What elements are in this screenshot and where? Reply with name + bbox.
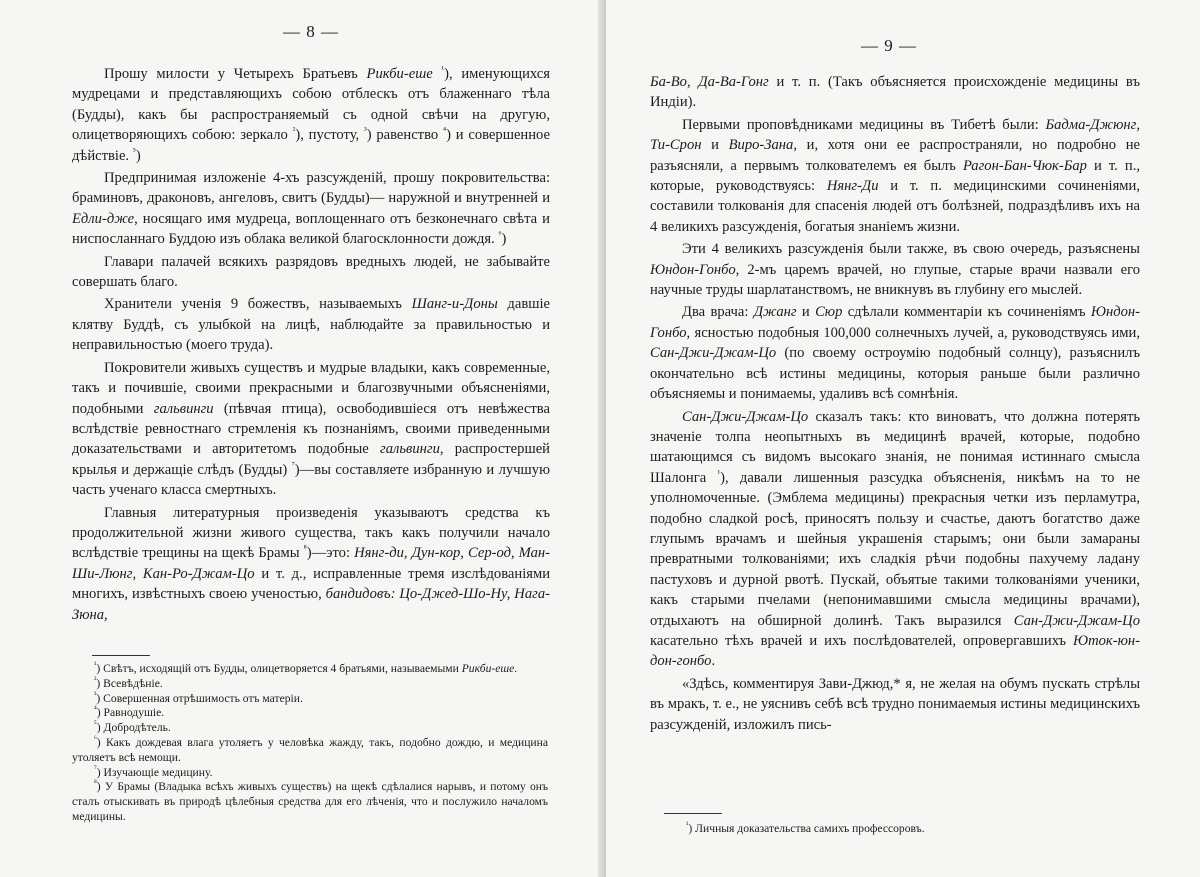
text-run: давшіе клятву Буддѣ, съ улыбкой на лицѣ, наблюдайте за правильностью и неправильностью (моего труда). xyxy=(72,296,550,354)
italic-term: Рикби-еше xyxy=(461,662,515,675)
italic-term: Виро-Зана xyxy=(728,137,794,154)
text-run: Первыми проповѣдниками медицины въ Тибетѣ были: xyxy=(682,116,1046,133)
text-run: , распростершей крылья и держащіе слѣдъ (Будды) xyxy=(72,441,550,478)
italic-term: гальвинги xyxy=(380,441,440,458)
paragraph xyxy=(650,407,1140,672)
footnote-ref: ³ xyxy=(94,689,97,699)
footnote-ref: ⁸ xyxy=(94,778,97,788)
text-run: ) Личныя доказательства самихъ профессоровъ. xyxy=(688,822,925,835)
text-run: «Здѣсь, комментируя Зави-Джюд,* я, не желая на обумъ пускать стрѣлы въ мракъ, т. е., не уяснивъ себѣ всѣ трудно понимаемыя истины медицинскихъ разсужденій, изложилъ пись- xyxy=(650,675,1140,733)
paragraph xyxy=(72,358,550,501)
footnote xyxy=(72,662,548,677)
text-run: ) Какъ дождевая влага утоляетъ у человѣка жажду, такъ, подобно дождю, и медицина утоляетъ всѣ немощи. xyxy=(72,735,548,764)
footnote-ref: ⁵ xyxy=(94,719,97,729)
text-run: Эти 4 великихъ разсужденія были также, въ свою очередь, разъяснены xyxy=(682,241,1140,258)
text-run: ) xyxy=(501,231,507,248)
footnote-ref: ⁴ xyxy=(94,704,97,714)
footnote xyxy=(72,689,548,707)
footnote-ref: ⁶ xyxy=(498,229,502,240)
paragraph xyxy=(72,252,550,293)
text-run: (по своему остроумію подобный солнцу), разъяснилъ окончательно всѣ истины медицины, которыя раньше были различно объясняемы и понимаемы, удаливъ всѣ сомнѣнія. xyxy=(650,345,1140,403)
italic-term: гальвинги xyxy=(153,400,214,417)
paragraph xyxy=(72,503,550,625)
italic-term: Джанг xyxy=(753,304,797,321)
text-run: Предпринимая изложеніе 4-хъ разсужденій, прошу покровительства: браминовъ, драконовъ, ангеловъ, свитъ (Будды)— наружной и внутренней и xyxy=(72,170,550,207)
paragraph xyxy=(650,115,1140,237)
footnote-divider xyxy=(92,655,150,656)
text-run: ) Всевѣдѣніе. xyxy=(96,676,163,690)
footnote xyxy=(72,736,548,766)
italic-term: Ба-Во, Да-Ва-Гонг xyxy=(650,74,769,90)
italic-term: Юндон-Гонбо xyxy=(650,261,736,278)
text-run: касательно тѣхъ врачей и ихъ послѣдователей, опровергавшихъ xyxy=(650,632,1074,649)
text-run: , и, хотя они ее распространяли, но подробно не разъясняли, а первымъ толкователемъ ея былъ xyxy=(650,137,1141,174)
text-run: , ясностью подобныя 100,000 солнечныхъ лучей, а, руководствуясь ими, xyxy=(686,324,1140,341)
text-run: , носящаго имя мудреца, воплощеннаго отъ безконечнаго свѣта и ниспосланнаго Буддою изъ облака великой благосклонности дождя. xyxy=(72,210,550,248)
italic-term: Шанг-и-Доны xyxy=(411,296,498,313)
italic-term: Нянг-ди, Дун-кор, Сер-од, Ман-Ши-Люнг, Кан-Ро-Джам-Цо xyxy=(72,545,551,582)
footnote-ref: ³ xyxy=(363,125,367,136)
footnote-ref: ⁴ xyxy=(442,125,447,136)
footnote-ref: ¹ xyxy=(717,467,721,478)
text-run: сдѣлали комментаріи къ сочиненіямъ xyxy=(842,304,1091,321)
italic-term: Нянг-Ди xyxy=(826,178,879,195)
text-run: (пѣвчая птица), освободившіеся отъ невѣжества вслѣдствіе ревностнаго стремленія къ познаніямъ, своими приведенными доказательствами и авторитетомъ подобные xyxy=(72,400,550,458)
text-run: ) У Брамы (Владыка всѣхъ живыхъ существъ) на щекѣ сдѣлалися нарывъ, и потому онъ сталъ отыскивать въ природѣ цѣлебныя средства для его лѣченія, что и послужило началомъ медицины. xyxy=(72,780,548,823)
text-run: и т. д., исправленные тремя изслѣдованіями многихъ, извѣстныхъ своею ученостью, xyxy=(72,565,551,603)
footnote xyxy=(72,780,548,824)
footnote-ref: ⁶ xyxy=(94,734,97,744)
text-run: Главари палачей всякихъ разрядовъ вредныхъ людей, не забывайте совершать благо. xyxy=(72,253,550,291)
text-run: сказалъ такъ: кто виноватъ, что должна потерять значеніе толпа неопытныхъ въ медицинѣ врачей, которые, подобно шатающимся съ видомъ высокаго знанія, не понимая истиннаго смысла Шалонга xyxy=(650,408,1140,486)
paragraph xyxy=(72,168,550,250)
text-run: и xyxy=(796,304,816,321)
italic-term: Рагон-Бан-Чюк-Бар xyxy=(962,157,1087,174)
text-run: Покровители живыхъ существъ и мудрые владыки, какъ современные, такъ и почившіе, своими прекрасными и благозвучными объясненіями, подобными xyxy=(72,359,550,417)
text-run: ), давали лишенныя разсудка объясненія, никѣмъ на то не уполномоченные. (Эмблема медицины) прекрасныя четки изъ перламутра, подобно сладкой росѣ, приносятъ пользу и счастье, даютъ богатство даже глупымъ врачамъ и шейныя украшенія старымъ; они были замараны превратными толкованіями; ихъ сладкія рѣчи подобны пахучему ладану пастуховъ и дурной рвотѣ. Пускай, объятые такими толкованіями ученики, какъ старыми пчелами (непонимавшими смысла медицины врачами), отдыхаютъ на обширной долинѣ. Такъ выразился xyxy=(650,469,1140,629)
text-run: и т. п. (Такъ объясняется происхожденіе медицины въ Индіи). xyxy=(650,74,1140,111)
paragraph xyxy=(72,294,550,355)
footnote-ref: ¹ xyxy=(94,660,97,670)
footnote-ref: ⁸ xyxy=(303,543,307,554)
text-run: ), именующихся мудрецами и представляющихъ собою отблескъ отъ блаженнаго тѣла (Будды), какъ бы распространяемый съ одной свѣчи на другую, олицетворяющихъ собою: зеркало xyxy=(72,66,550,144)
right-page xyxy=(606,0,1200,877)
text-run: ) Изучающіе медицину. xyxy=(96,765,213,779)
italic-term: Сан-Джи-Джам-Цо xyxy=(1013,612,1140,629)
text-run: ) Добродѣтель. xyxy=(96,721,171,735)
italic-term: Бадма-Джюнг, Ти-Срон xyxy=(650,116,1140,154)
text-run: Хранители ученія 9 божествъ, называемыхъ xyxy=(104,296,412,313)
paragraph xyxy=(650,72,1140,113)
text-run: ), пустоту, xyxy=(295,127,364,144)
text-run: ) xyxy=(135,147,141,164)
text-run: ) Совершенная отрѣшимость отъ матеріи. xyxy=(96,691,303,705)
footnote xyxy=(72,763,548,781)
text-run: ) и совершенное дѣйствіе. xyxy=(72,127,550,164)
body-text xyxy=(650,72,1140,735)
footnote-ref: ⁵ xyxy=(132,145,136,156)
footnote-ref: ² xyxy=(94,674,97,684)
footnote-divider xyxy=(664,813,722,814)
italic-term: Сан-Джи-Джам-Цо xyxy=(682,408,809,425)
footnote-ref: ⁷ xyxy=(291,459,295,470)
footnote xyxy=(72,706,548,721)
text-run: , 2-мъ царемъ врачей, но глупые, старые врачи назвали его научные труды шарлатанствомъ, не вникнувъ въ глубину его мыслей. xyxy=(650,261,1140,299)
body-text xyxy=(72,64,550,625)
footnote-ref: ¹ xyxy=(441,64,445,75)
italic-term: Едли-дже xyxy=(72,210,135,227)
text-run: ) равенство xyxy=(366,127,443,144)
text-run: Два врача: xyxy=(682,304,754,321)
text-run: и т. п. медицинскими сочиненіями, составили толкованія для спасенія людей отъ болѣзней, подраздѣливъ ихъ на 4 великихъ разсужденія, богатыя знаніемъ жизни. xyxy=(650,178,1140,235)
text-run: ) Свѣтъ, исходящій отъ Будды, олицетворяется 4 братьями, называемыми xyxy=(96,662,462,675)
italic-term: Сан-Джи-Джам-Цо xyxy=(650,345,777,362)
footnotes xyxy=(72,662,548,825)
footnote-ref: ² xyxy=(292,125,296,136)
text-run: Главныя литературныя произведенія указываютъ средства къ продолжительной жизни живого существа, такъ какъ получили начало вслѣдствіе трещины на щекѣ Брамы xyxy=(72,504,550,562)
paragraph xyxy=(72,64,550,166)
italic-term: бандидовъ: Цо-Джед-Шо-Ну, Нага-Зюна, xyxy=(72,586,550,623)
footnotes xyxy=(664,822,1134,837)
italic-term: Юндон-Гонбо xyxy=(650,304,1140,341)
text-run: и xyxy=(701,137,729,154)
footnote-ref: ⁷ xyxy=(94,763,97,773)
text-run: и т. п., которые, руководствуясь: xyxy=(650,157,1140,195)
paragraph xyxy=(650,239,1140,300)
text-run: )—вы составляете избранную и лучшую часть ученаго класса смертныхъ. xyxy=(72,461,550,499)
italic-term: Сюр xyxy=(815,304,843,321)
text-run: . xyxy=(711,653,716,670)
paragraph xyxy=(650,674,1140,735)
footnote-ref: ¹ xyxy=(686,820,689,830)
italic-term: Юток-юн-дон-гонбо xyxy=(650,632,1140,670)
paragraph xyxy=(650,302,1140,404)
footnote xyxy=(72,674,548,692)
footnote xyxy=(664,822,1134,837)
text-run: )—это: xyxy=(306,545,355,562)
text-run: ) Равнодушіе. xyxy=(96,706,165,720)
page-number: — 9 — xyxy=(861,36,917,55)
text-run: Прошу милости у Четырехъ Братьевъ xyxy=(104,66,367,82)
italic-term: Рикби-еше xyxy=(366,66,433,82)
text-run: . xyxy=(514,662,518,675)
page-number: — 8 — xyxy=(283,22,339,41)
footnote xyxy=(72,721,548,736)
